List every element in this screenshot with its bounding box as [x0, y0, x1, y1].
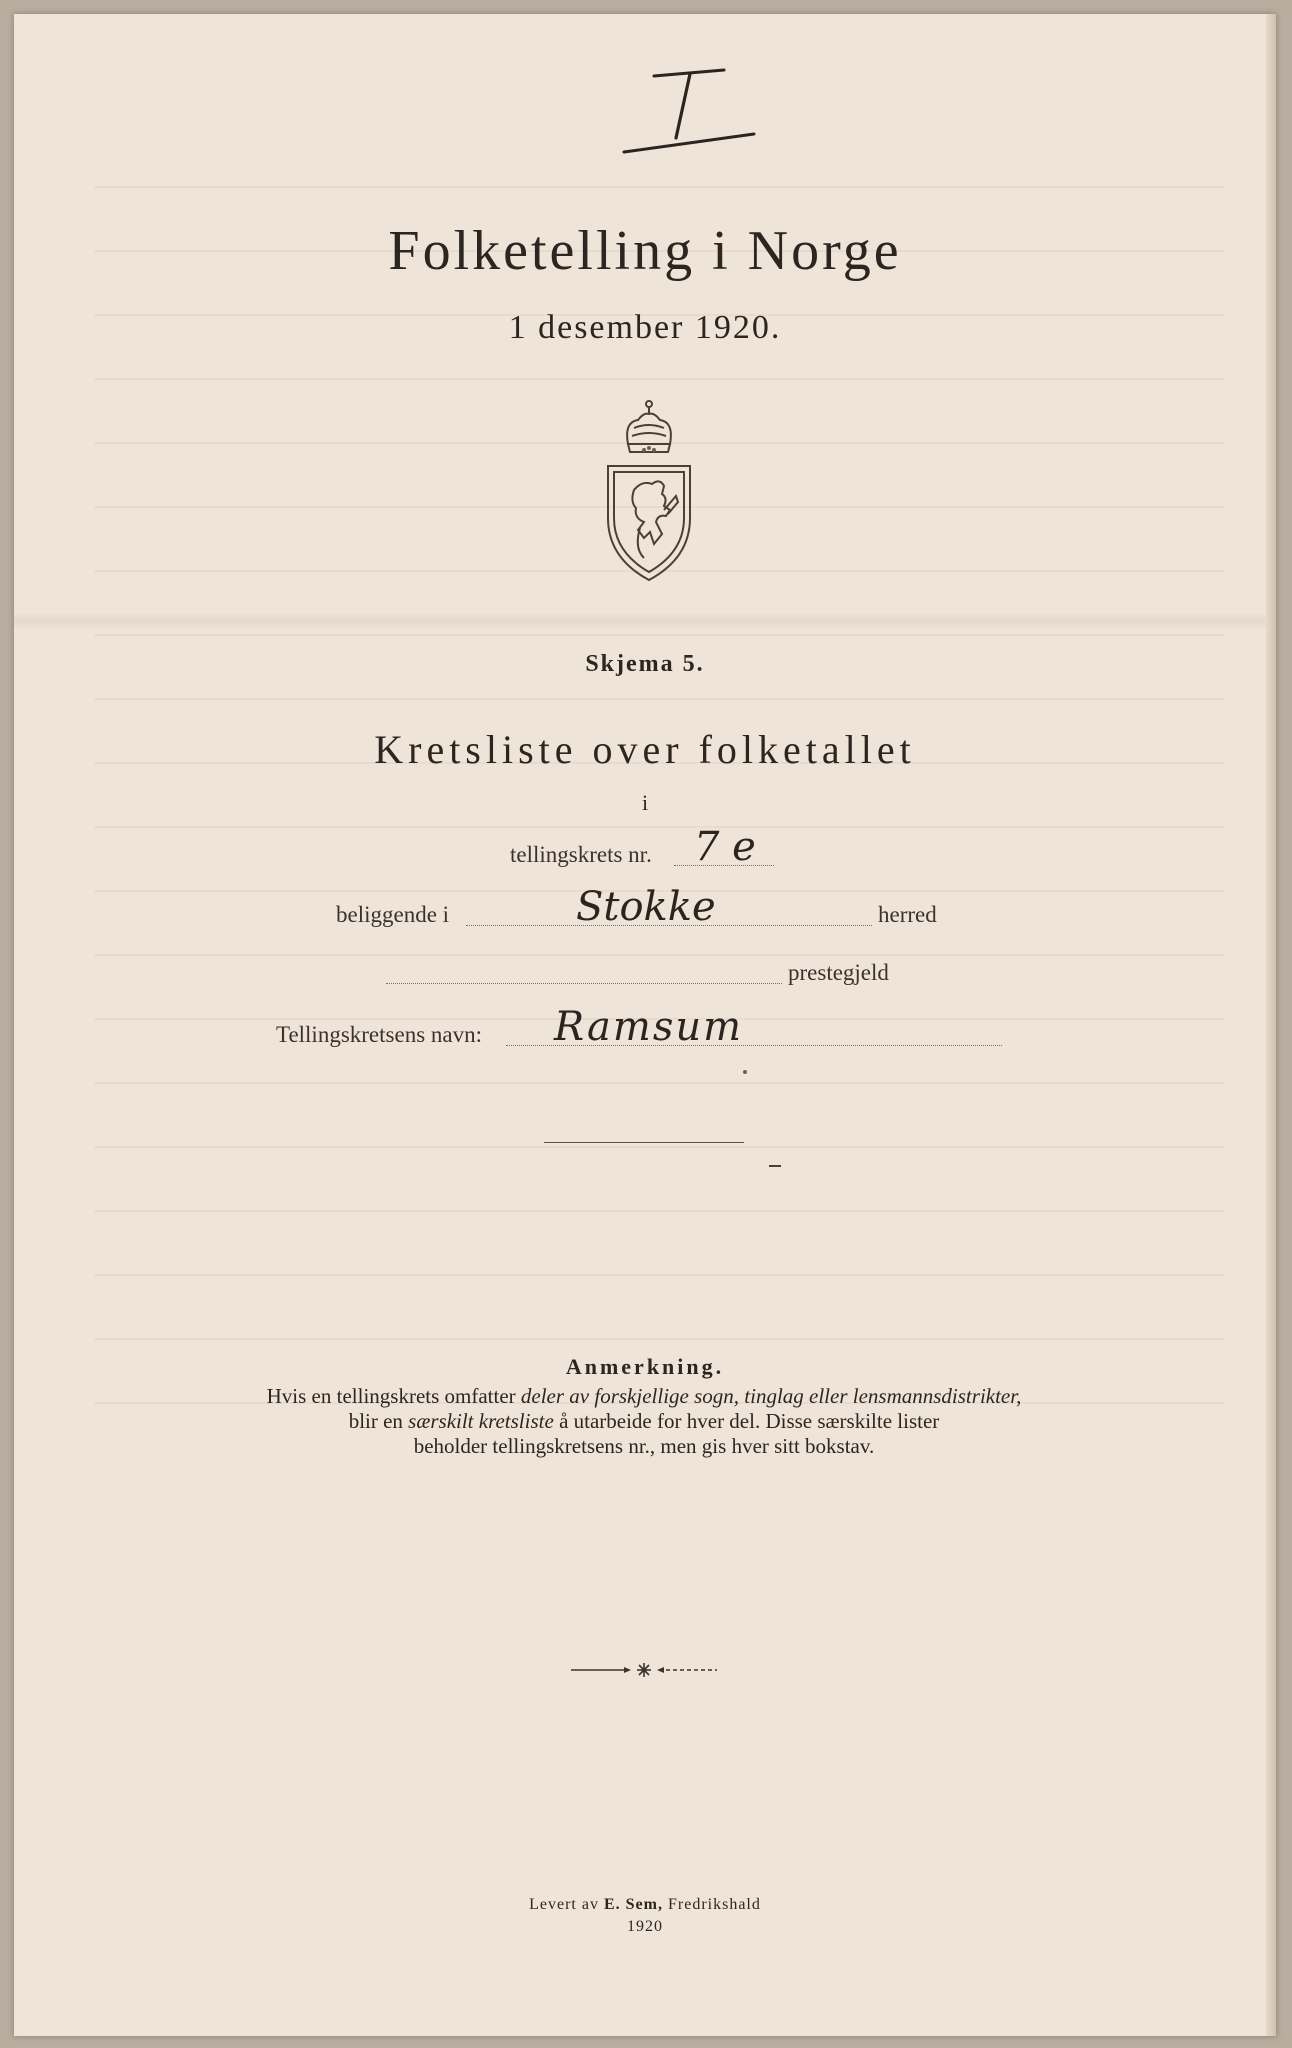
document-date: 1 desember 1920.	[508, 309, 782, 346]
field-row-prestegjeld	[14, 954, 1276, 994]
schema-number: Skjema 5.	[585, 651, 705, 677]
coat-of-arms-icon	[604, 398, 694, 582]
printer-place: Fredrikshald	[662, 1896, 761, 1913]
remark-line-2-italic: særskilt kretsliste	[408, 1409, 554, 1433]
remark-line-2-text-c: å utarbeide for hver del. Disse særskilte lister	[553, 1409, 940, 1433]
krets-value[interactable]: 7 e	[694, 824, 756, 870]
printer-line	[14, 1896, 1276, 1914]
document-title: Folketelling i Norge	[388, 220, 902, 282]
field-row-beliggende	[14, 884, 1276, 936]
prestegjeld-line	[386, 983, 782, 984]
ink-dash	[769, 1165, 781, 1167]
preposition-i: i	[641, 790, 649, 815]
navn-value[interactable]: Ramsum	[554, 1004, 744, 1050]
field-row-krets	[14, 824, 1276, 876]
remark-line-1-italic: deler av forskjellige sogn, tinglag eller lensmannsdistrikter,	[520, 1384, 1022, 1408]
form-heading: Kretsliste over folketallet	[374, 727, 916, 772]
herred-label: herred	[878, 902, 937, 927]
remark-line-3: beholder tellingskretsens nr., men gis hver sitt bokstav.	[413, 1434, 875, 1458]
remark-line-2-text-a: blir en	[348, 1409, 409, 1433]
prestegjeld-label: prestegjeld	[788, 960, 889, 985]
remark-line-2	[214, 1409, 1074, 1434]
remark-title: Anmerkning.	[565, 1354, 725, 1379]
remark-body	[214, 1384, 1074, 1459]
remark-line-1	[214, 1384, 1074, 1409]
krets-label: tellingskrets nr.	[510, 842, 652, 867]
beliggende-label: beliggende i	[336, 902, 450, 927]
ink-dot	[743, 1070, 747, 1074]
printer-name: E. Sem,	[603, 1896, 663, 1913]
navn-label: Tellingskretsens navn:	[276, 1022, 482, 1047]
paper-fold	[14, 612, 1276, 630]
printer-year: 1920	[627, 1918, 663, 1935]
field-row-navn	[14, 1004, 1276, 1056]
ornament-divider-icon	[569, 1660, 719, 1680]
remark-line-1-text: Hvis en tellingskrets omfatter	[266, 1384, 521, 1408]
printer-text: Levert av	[529, 1896, 604, 1913]
roman-numeral-mark	[614, 64, 774, 154]
section-divider	[544, 1142, 744, 1143]
beliggende-value[interactable]: Stokke	[576, 884, 716, 930]
census-form-page	[14, 14, 1276, 2036]
